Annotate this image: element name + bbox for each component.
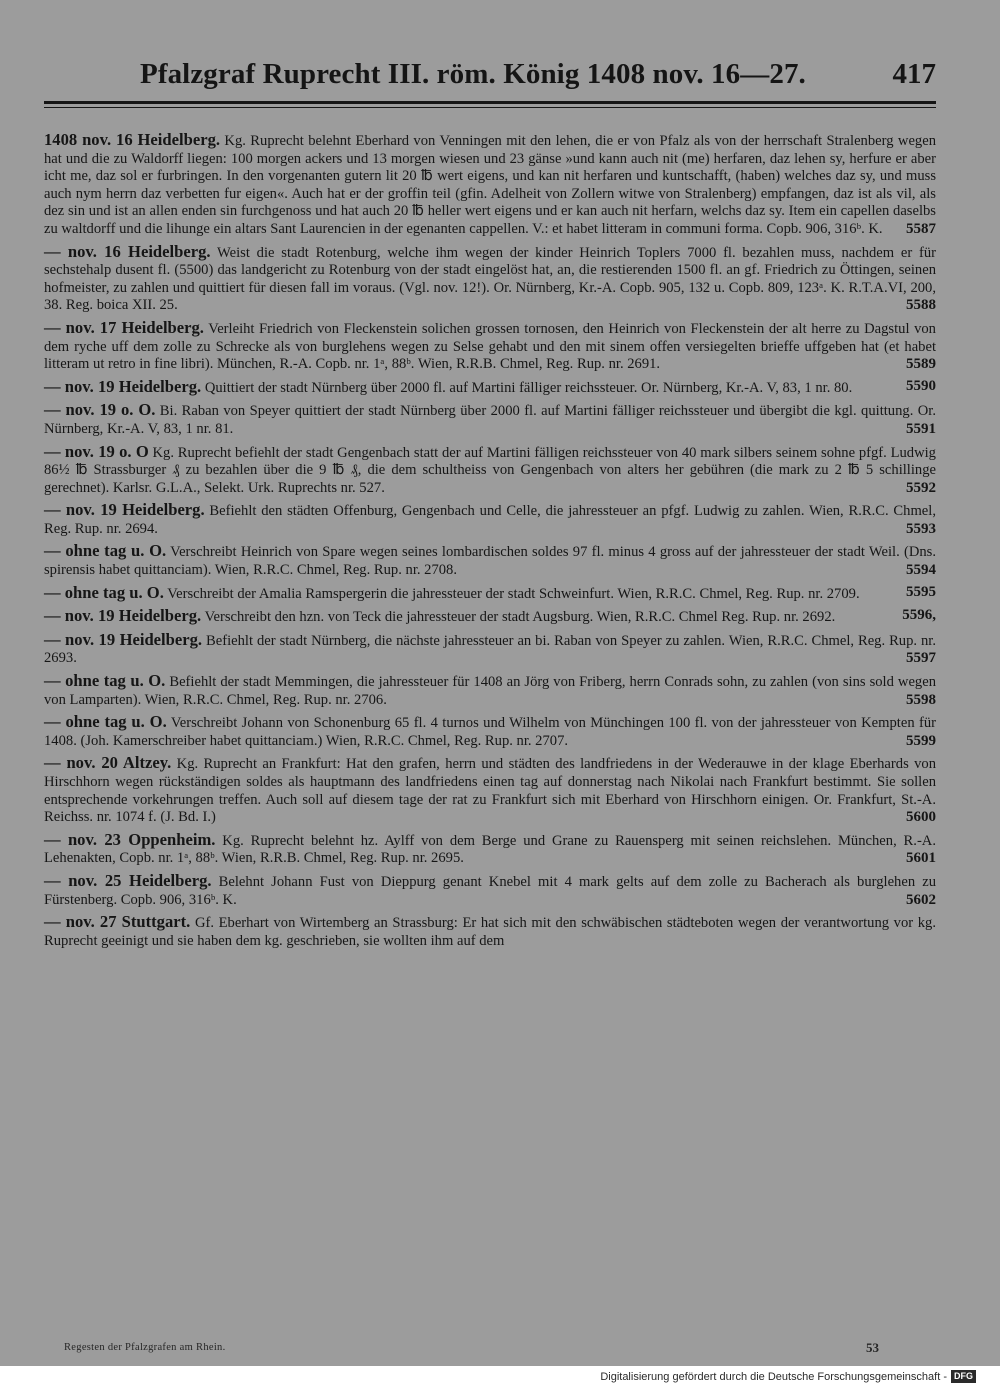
entry-number: 5597 — [906, 650, 936, 667]
entry-text: Verleiht Friedrich von Fleckenstein solichen grossen tornosen, den Heinrich von Fleckenstein der alt herre zu Dagstul von dem ryche uff dem zolle zu Schrecke als von burglehens wegen zu Selse gehabt und den mit sinem offen versiegelten brieffe uffgeben hat (et habet litteram ut retro in fine libri). München, R.-A. Copb. nr. 1ᵃ, 88ᵇ. Wien, R.R.B. Chmel, Reg. Rup. nr. 2691. — [44, 320, 936, 373]
regest-entry — [44, 319, 936, 374]
regest-entry — [44, 501, 936, 538]
regest-entry — [44, 754, 936, 826]
entry-date-place: — nov. 19 o. O — [44, 441, 149, 461]
entry-date-place: — nov. 19 Heidelberg. — [44, 376, 202, 396]
entry-text: Kg. Ruprecht an Frankfurt: Hat den grafen, herrn und städten des landfriedens in der Wederauwe in der klage Eberhards von Hirschhorn wegen rückständigen soldes als hauptmann des landfriedens einen tag auf donnerstag nach Nikolai nach Frankfurt bestimmt. Sie sollen entsprechende vorkehrungen treffen. Auch soll auf diesem tage der rat zu Frankfurt sich mit Eberhard von Hirschhorn einigen. Or. Frankfurt, St.-A. Reichss. nr. 1074 f. (J. Bd. I.) — [44, 756, 936, 826]
entry-number: 5595 — [906, 583, 936, 600]
entry-text: Verschreibt Johann von Schonenburg 65 fl. 4 turnos und Wilhelm von Münchingen 100 fl. von der jahressteuer von Kempten für 1408. (Joh. Kamerschreiber habet quittanciam.) Wien, R.R.C. Chmel, Reg. Rup. nr. 2707. — [44, 715, 937, 749]
regesta-entries — [44, 131, 936, 954]
entry-number: 5587 — [906, 220, 936, 237]
entry-number: 5590 — [906, 377, 936, 394]
entry-text: Bi. Raban von Speyer quittiert der stadt Nürnberg über 2000 fl. auf Martini fälliger reichssteuer und übergibt die kgl. quittung. Or. Nürnberg, Kr.-A. V, 83, 1 nr. 81. — [44, 403, 936, 437]
regest-entry — [44, 542, 936, 579]
entry-number: 5591 — [906, 420, 936, 437]
entry-date-place: 1408 nov. 16 Heidelberg. — [44, 130, 221, 149]
regest-entry — [44, 831, 936, 868]
entry-text: Kg. Ruprecht befiehlt der stadt Gengenbach statt der auf Martini fälligen reichssteuer von 40 mark silbers seinem sohne pfgf. Ludwig 86½ ℔ Strassburger ₰ zu bezahlen über die 9 ℔ ₰, die dem schultheiss von Gengenbach von alters her gebühren (die mark zu 2 ℔ 5 schillinge gerechnet). Karlsr. G.L.A., Selekt. Urk. Ruprechts nr. 527. — [44, 444, 936, 496]
header-rule-thin — [44, 107, 936, 108]
entry-date-place: — nov. 19 o. O. — [44, 400, 156, 420]
entry-text: Belehnt Johann Fust von Dieppurg genant Knebel mit 4 mark gelts auf dem zolle zu Bacherach als burglehen zu Fürstenberg. Copb. 906, 316ᵇ. K. — [44, 873, 936, 908]
entry-date-place: — nov. 16 Heidelberg. — [44, 241, 211, 261]
entry-number: 5598 — [906, 691, 936, 708]
entry-number: 5596, — [902, 607, 936, 624]
entry-date-place: — nov. 19 Heidelberg. — [44, 606, 202, 626]
digitization-credit — [600, 1370, 976, 1383]
dfg-logo: DFG — [951, 1370, 976, 1383]
entry-date-place: — ohne tag u. O. — [44, 541, 167, 561]
entry-text: Kg. Ruprecht belehnt hz. Aylff von dem Berge und Grane zu Rauensperg mit seinen reichslehen. München, R.-A. Lehenakten, Copb. nr. 1ᵃ, 88ᵇ. Wien, R.R.B. Chmel, Reg. Rup. nr. 2695. — [44, 832, 936, 867]
entry-date-place: — nov. 20 Altzey. — [44, 753, 172, 773]
entry-text: Verschreibt den hzn. von Teck die jahressteuer der stadt Augsburg. Wien, R.R.C. Chmel Reg. Rup. nr. 2692. — [204, 609, 836, 626]
entry-text: Befiehlt der stadt Memmingen, die jahressteuer für 1408 an Jörg von Friberg, herrn Conrads sohn, zu zahlen (von sins sold wegen von Lamparten). Wien, R.R.C. Chmel, Reg. Rup. nr. 2706. — [44, 674, 937, 708]
entry-date-place: — nov. 19 Heidelberg. — [44, 629, 203, 649]
regest-entry — [44, 631, 936, 668]
regest-entry — [44, 607, 936, 627]
entry-number: 5594 — [906, 562, 936, 579]
entry-number: 5601 — [906, 850, 936, 867]
regest-entry — [44, 584, 936, 604]
entry-number: 5602 — [906, 891, 936, 908]
regest-entry — [44, 401, 936, 438]
entry-date-place: — nov. 27 Stuttgart. — [44, 912, 191, 932]
entry-text: Kg. Ruprecht belehnt Eberhard von Venningen mit den lehen, die er von Pfalz als von der herrschaft Stralenberg wegen hat und die zu Waldorff liegen: 100 morgen ackers und 13 morgen wiesen und 23 gänse »und kann auch nit (me) herfaren, daz lehen sy, herfure er aber icht me, daz sol er furbringen. In den vorgenanten gutern lit 20 ℔ wert eigens, und kan nit herfaren und kuntschafft, (haben) welches daz sy, und muss auch nym herrn daz verbetten fur eigen«. Auch hat er der groffin teil (gfin. Adelheit von Zollern witwe von Stralenberg) empfangen, daz ist als vil, als dez sin und ist an allen enden sin furchgenoss und hat auch 20 ℔ heller wert eigens und er kan auch nit herfarn, welchs daz sy. Item ein capellen daselbs zu waltdorff und die lihunge ein altars Sant Laurencien in der egenanten cappellen. V.: et habet litteram in communi forma. Copb. 906, 316ᵇ. K. — [44, 133, 936, 237]
regest-entry — [44, 378, 936, 398]
entry-text: Weist die stadt Rotenburg, welche ihm wegen der kinder Heinrich Toplers 7000 fl. bezahlen muss, nachdem er für sechstehalp dusent fl. (5500) das landgericht zu Rotenburg von der stadt eingelöst hat, an, die restierenden 1500 fl. an gf. Friedrich zu Öttingen, seinen hofmeister, zu zahlen und quittiert für diesen fall im voraus. (Vgl. nov. 12!). Or. Nürnberg, Kr.-A. Copb. 905, 132 u. Copb. 809, 123ᵃ. K. R.T.A.VI, 200, 38. Reg. boica XII. 25. — [44, 244, 936, 314]
regest-entry — [44, 913, 936, 950]
entry-number: 5599 — [906, 732, 936, 749]
entry-date-place: — nov. 17 Heidelberg. — [44, 317, 204, 337]
entry-date-place: — ohne tag u. O. — [44, 712, 167, 732]
entry-text: Befiehlt den städten Offenburg, Gengenbach und Celle, die jahressteuer an pfgf. Ludwig zu zahlen. Wien, R.R.C. Chmel, Reg. Rup. nr. 2694. — [44, 503, 936, 537]
regest-entry — [44, 872, 936, 909]
entry-number: 5589 — [906, 356, 936, 373]
page-number: 417 — [892, 58, 936, 90]
signature-number: 53 — [866, 1340, 879, 1355]
entry-date-place: — nov. 23 Oppenheim. — [44, 829, 216, 849]
regest-entry — [44, 443, 936, 498]
footer-running-title: Regesten der Pfalzgrafen am Rhein. — [64, 1342, 226, 1353]
entry-number: 5600 — [906, 809, 936, 826]
entry-number: 5593 — [906, 520, 936, 537]
entry-date-place: — ohne tag u. O. — [44, 671, 166, 691]
entry-text: Quittiert der stadt Nürnberg über 2000 fl. auf Martini fälliger reichssteuer. Or. Nürnberg, Kr.-A. V, 83, 1 nr. 80. — [204, 379, 853, 396]
entry-date-place: — nov. 25 Heidelberg. — [44, 870, 212, 890]
entry-date-place: — nov. 19 Heidelberg. — [44, 500, 205, 520]
regest-entry — [44, 713, 936, 750]
entry-number: 5588 — [906, 297, 936, 314]
regest-entry — [44, 131, 936, 239]
header-rule-thick — [44, 101, 936, 104]
entry-text: Befiehlt der stadt Nürnberg, die nächste jahressteuer an bi. Raban von Speyer zu zahlen. Wien, R.R.C. Chmel, Reg. Rup. nr. 2693. — [44, 632, 936, 667]
page-header — [44, 58, 936, 94]
regest-entry — [44, 672, 936, 709]
entry-text: Verschreibt der Amalia Ramspergerin die jahressteuer der stadt Schweinfurt. Wien, R.R.C. Chmel, Reg. Rup. nr. 2709. — [167, 585, 860, 602]
regest-entry — [44, 243, 936, 315]
entry-number: 5592 — [906, 479, 936, 496]
entry-text: Gf. Eberhart von Wirtemberg an Strassburg: Er hat sich mit den schwäbischen städteboten wegen der verantwortung vor kg. Ruprecht geeinigt und sie haben dem kg. geschrieben, sie wollten ihm auf dem — [44, 915, 937, 949]
entry-date-place: — ohne tag u. O. — [44, 582, 164, 602]
entry-text: Verschreibt Heinrich von Spare wegen seines lombardischen soldes 97 fl. minus 4 gross auf der jahressteuer der stadt Weil. (Dns. spirensis habet quittanciam). Wien, R.R.C. Chmel, Reg. Rup. nr. 2708. — [44, 544, 936, 579]
credit-text: Digitalisierung gefördert durch die Deutsche Forschungsgemeinschaft - — [600, 1370, 947, 1383]
running-head-title: Pfalzgraf Ruprecht III. röm. König 1408 nov. 16—27. — [140, 58, 806, 90]
